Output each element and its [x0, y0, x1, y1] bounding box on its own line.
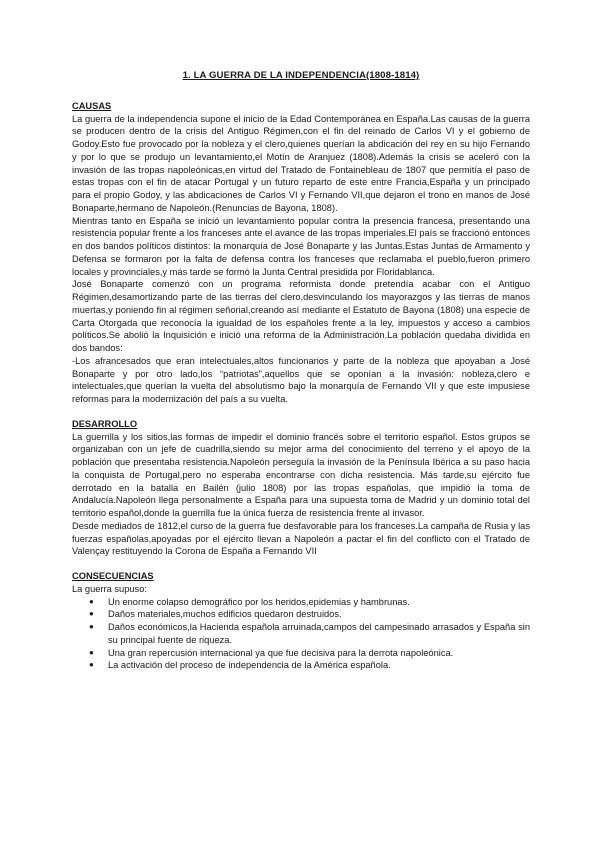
list-item: ● Un enorme colapso demográfico por los heridos,epidemias y hambrunas. [108, 596, 530, 609]
consequences-list [72, 596, 530, 673]
section-causas [72, 100, 530, 406]
section-desarrollo [72, 418, 530, 558]
page-title [72, 70, 530, 83]
list-item: ● La activación del proceso de independencia de la América española. [108, 659, 530, 672]
paragraph: Desde mediados de 1812,el curso de la guerra fue desfavorable para los franceses.La campaña de Rusia y las fuerzas españolas,apoyadas por el ejército llevan a Napoleón a pactar el fin del conflicto con el Tratado de Valençay restituyendo la Corona de España a Fernando VII [72, 520, 530, 557]
page-title-text: 1. LA GUERRA DE LA INDEPENDENCIA(1808-1814) [182, 70, 420, 81]
list-item: ● Daños materiales,muchos edificios quedaron destruidos. [108, 608, 530, 621]
section-heading-consecuencias: CONSECUENCIAS [72, 571, 154, 581]
spacer [72, 406, 530, 418]
spacer [72, 558, 530, 570]
section-consecuencias [72, 570, 530, 672]
paragraph: José Bonaparte comenzó con un programa reformista donde pretendía acabar con el Antiguo Régimen,desamortizando parte de las tierras del clero,desvinculando los mayorazgos y las tierras de manos muertas,y poniendo fin al régimen señorial,creando así mediante el Estatuto de Bayona (1808) una especie de Carta Otorgada que reconocía la igualdad de los españoles frente a la ley, impuestos y acceso a cambios políticos.Se abolió la Inquisición e inició una reforma de la Administración.La población quedaba dividida en dos bandos: [72, 279, 530, 353]
section-heading-desarrollo: DESARROLLO [72, 418, 138, 429]
paragraph: La guerra de la independencia supone el inicio de la Edad Contemporánea en España.Las causas de la guerra se producen dentro de la crisis del Antiguo Régimen,con el fin del reinado de Carlos VI y el gobierno de Godoy.Esto fue provocado por la nobleza y el clero,quienes querían la abdicación del rey en su hijo Fernando y por lo que se produjo un levantamiento,el Motín de Aranjuez (1808).Además la crisis se aceleró con la invasión de las tropas napoleónicas,en virtud del Tratado de Fontainebleau de 1807 que permitía el paso de estas tropas con el fin de atacar Portugal y un futuro reparto de este entre Francia,España y un principado para el propio Godoy, y las abdicaciones de Carlos VI y Fernando VII,que dejaron el trono en manos de José Bonaparte,hermano de Napoleón.(Renuncias de Bayona, 1808). [72, 113, 530, 213]
list-intro: La guerra supuso: [72, 583, 147, 594]
paragraph: Mientras tanto en España se inició un levantamiento popular contra la presencia francesa, presentando una resistencia popular frente a los franceses ante el avance de las tropas imperiales.El país se fraccionó entonces en dos bandos políticos distintos: la monarquía de José Bonaparte y las Juntas.Estas Juntas de Armamento y Defensa se formaron por la falta de defensa contra los franceses que reclamaba el pueblo,fueron primero locales y provinciales,y más tarde se formó la Junta Central presidida por Floridablanca. [72, 215, 530, 277]
paragraph: -Los afrancesados que eran intelectuales,altos funcionarios y parte de la nobleza que apoyaban a José Bonaparte y por otro lado,los “patriotas”,aquellos que se oponían a la invasión: nobleza,clero e intelectuales,que querían la vuelta del absolutismo bajo la monarquía de Fernando VII y que este impusiese reformas para la modernización del país a su vuelta. [72, 355, 530, 404]
section-heading-causas: CAUSAS [72, 100, 112, 111]
paragraph: La guerrilla y los sitios,las formas de impedir el dominio francés sobre el territorio español. Estos grupos se organizaban con un jefe de cuadrilla,siendo su mejor arma del conocimiento del terreno y el apoyo de la población que presentaba resistencia.Napoleón perseguía la invasión de la Península Ibérica a su paso hacia la conquista de Portugal,pero no esperaba encontrarse con dicha resistencia. Más tarde,su ejército fue derrotado en la batalla en Bailén (julio 1808) por las tropas españolas, que impidió la toma de Andalucía.Napoleón llega personalmente a España para una supuesta toma de Madrid y un dominio total del territorio español,donde la guerrilla fue la única fuerza de resistencia frente al invasor. [72, 431, 530, 518]
list-item: ● Daños económicos,la Hacienda española arruinada,campos del campesinado arrasados y España sin su principal fuente de riqueza. [108, 621, 530, 647]
list-item: ● Una gran repercusión internacional ya que fue decisiva para la derrota napoleónica. [108, 647, 530, 660]
